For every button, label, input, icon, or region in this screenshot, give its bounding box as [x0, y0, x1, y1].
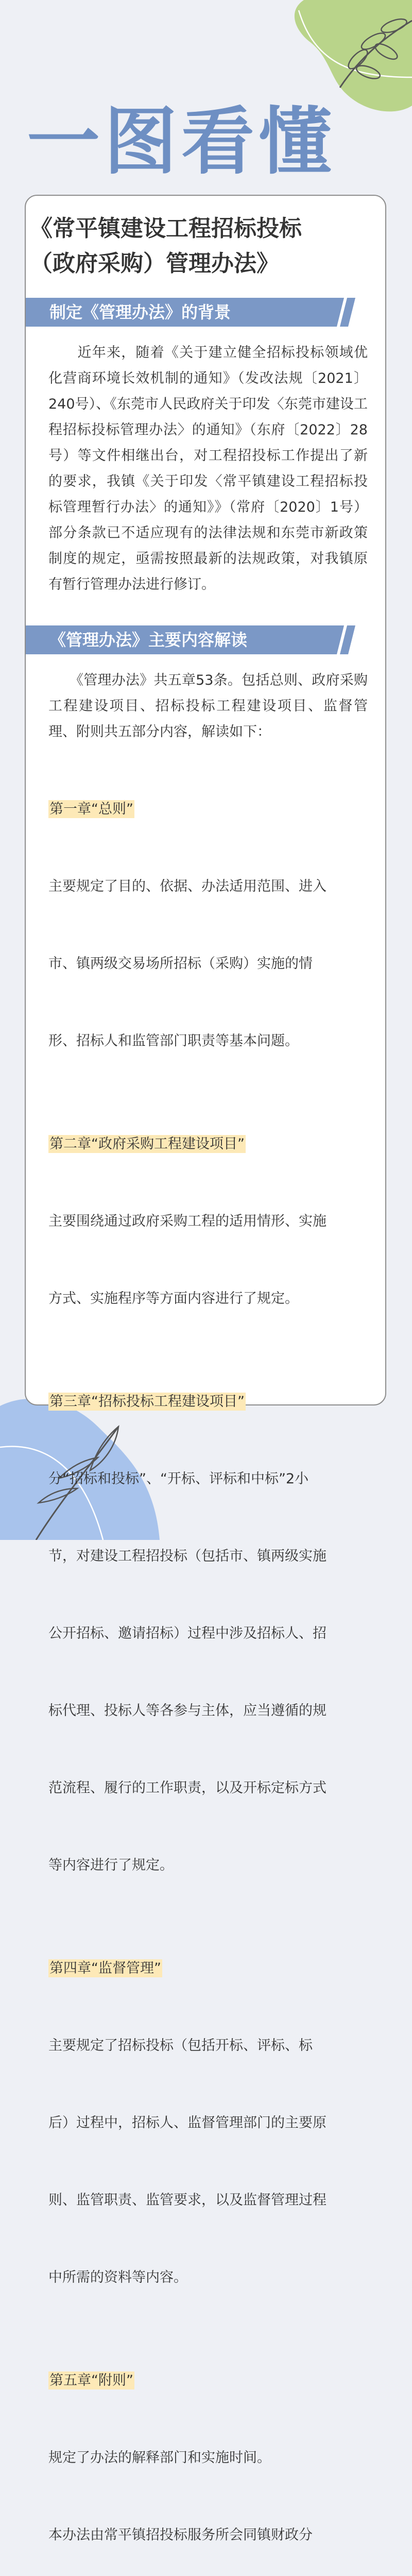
document-title-line2: （政府采购）管理办法》 — [30, 250, 279, 277]
chapter-3-line: 分“招标和投标”、“开标、评标和中标”2小 — [48, 1471, 309, 1487]
section-content-heading: 《管理办法》主要内容解读 — [49, 630, 248, 650]
chapter-2-line: 方式、实施程序等方面内容进行了规定。 — [48, 1291, 299, 1307]
document-title — [30, 211, 385, 281]
chapter-4-line: 中所需的资料等内容。 — [48, 2269, 187, 2285]
chapter-3-line: 标代理、投标人等各参与主体，应当遵循的规 — [48, 1703, 327, 1719]
chapter-1-line: 形、招标人和监管部门职责等基本问题。 — [48, 1033, 299, 1049]
section-background-heading-band — [26, 297, 355, 328]
document-title-line1: 《常平镇建设工程招标投标 — [30, 215, 302, 242]
chapter-2-title: 第二章“政府采购工程建设项目” — [49, 1136, 245, 1152]
chapter-3-title: 第三章“招标投标工程建设项目” — [49, 1394, 245, 1410]
chapter-3-line: 范流程、履行的工作职责，以及开标定标方式 — [48, 1780, 327, 1796]
chapter-1-line: 主要规定了目的、依据、办法适用范围、进入 — [48, 878, 327, 894]
chapter-2-line: 主要围绕通过政府采购工程的适用情形、实施 — [48, 1213, 327, 1229]
chapter-1-line: 市、镇两级交易场所招标（采购）实施的情 — [48, 956, 313, 972]
section-content-heading-band — [26, 624, 355, 655]
chapter-3-line: 节，对建设工程招投标（包括市、镇两级实施 — [48, 1548, 327, 1564]
chapter-3-line: 公开招标、邀请招标）过程中涉及招标人、招 — [48, 1625, 327, 1641]
content-card — [25, 195, 386, 2543]
chapter-5-line: 本办法由常平镇招投标服务所会同镇财政分 — [48, 2527, 313, 2543]
chapter-4-line: 后）过程中，招标人、监督管理部门的主要原 — [48, 2115, 327, 2131]
section-background-body: 近年来，随着《关于建立健全招标投标领域优化营商环境长效机制的通知》（发改法规〔2021〕240号）、《东莞市人民政府关于印发〈东莞市建设工程招标投标管理办法〉的通知》（东府〔2022〕28号）等文件相继出台，对工程招投标工作提出了新的要求，我镇《关于印发〈常平镇建设工程招标投标管理暂行办法〉的通知》》（常府〔2020〕1号）部分条款已不适应现有的法律法规和东莞市新政策制度的规定，亟需按照最新的法规政策，对我镇原有暂行管理办法进行修订。 — [48, 345, 368, 592]
section-content-intro: 《管理办法》共五章53条。包括总则、政府采购工程建设项目、招标投标工程建设项目、监督管理、附则共五部分内容，解读如下： — [48, 672, 368, 740]
section-background-heading: 制定《管理办法》的背景 — [49, 302, 231, 322]
chapter-5-title: 第五章“附则” — [49, 2372, 133, 2388]
chapter-4-line: 则、监管职责、监管要求，以及监督管理过程 — [48, 2192, 327, 2208]
page-big-title: 一图看懂 — [27, 99, 336, 184]
chapter-4-line: 主要规定了招标投标（包括开标、评标、标 — [48, 2038, 313, 2054]
chapter-3-line: 等内容进行了规定。 — [48, 1857, 174, 1873]
chapter-4-title: 第四章“监督管理” — [49, 1960, 161, 1976]
chapter-5-line: 规定了办法的解释部门和实施时间。 — [48, 2450, 271, 2466]
chapter-1-title: 第一章“总则” — [49, 801, 133, 817]
chapters-list — [48, 745, 368, 2576]
